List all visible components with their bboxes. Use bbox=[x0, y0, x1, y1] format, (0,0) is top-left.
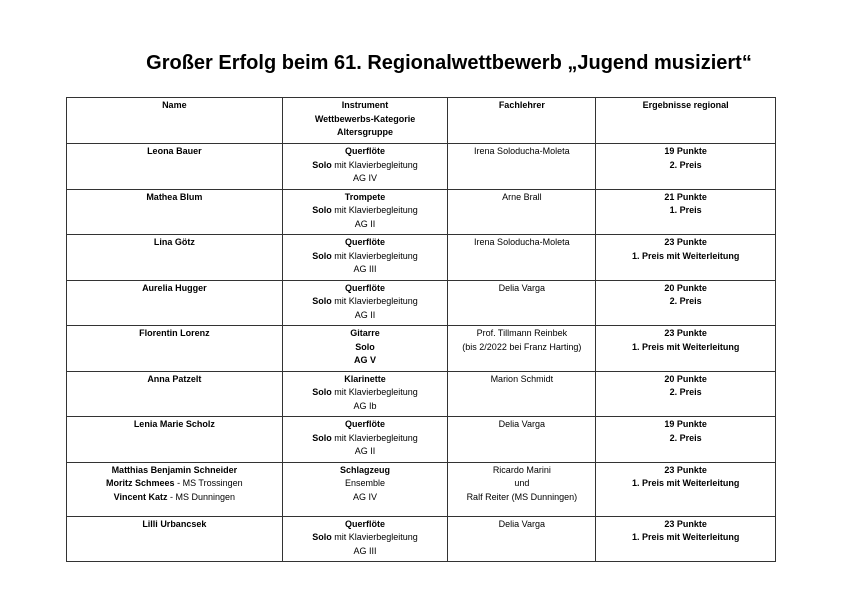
result-points: 20 Punkte bbox=[664, 282, 707, 293]
teacher-line: Irena Soloducha-Moleta bbox=[474, 237, 570, 247]
participant-cell bbox=[67, 144, 283, 190]
age-group: AG Ib bbox=[353, 400, 377, 411]
table-row bbox=[67, 417, 776, 463]
instrument-cell bbox=[282, 371, 448, 417]
header-instrument bbox=[282, 98, 448, 144]
age-group: AG III bbox=[353, 264, 377, 274]
result-points: 21 Punkte bbox=[664, 191, 707, 202]
teacher-cell bbox=[448, 144, 596, 190]
instrument-cell bbox=[282, 417, 448, 463]
age-group: AG IV bbox=[353, 491, 378, 502]
instrument-cell bbox=[282, 235, 448, 281]
teacher-cell bbox=[448, 462, 596, 516]
music-school-note: - MS Dunningen bbox=[167, 491, 236, 502]
participant-line bbox=[70, 145, 279, 159]
result-prize: 1. Preis mit Weiterleitung bbox=[631, 532, 740, 542]
header-teacher bbox=[448, 98, 596, 144]
result-prize: 1. Preis mit Weiterleitung bbox=[631, 341, 740, 352]
header-category-label: Wettbewerbs-Kategorie bbox=[314, 113, 416, 124]
table-header-row bbox=[67, 98, 776, 144]
teacher-line: Irena Soloducha-Moleta bbox=[474, 146, 570, 156]
result-points: 19 Punkte bbox=[664, 419, 707, 429]
participant-name: Mathea Blum bbox=[146, 191, 203, 202]
header-name bbox=[67, 98, 283, 144]
table-row bbox=[67, 462, 776, 516]
music-school-note: - MS Trossingen bbox=[174, 478, 243, 488]
table-row bbox=[67, 371, 776, 417]
participant-line bbox=[70, 491, 279, 505]
table-row bbox=[67, 516, 776, 562]
page-title: Großer Erfolg beim 61. Regionalwettbewerb „Jugend musiziert“ bbox=[146, 52, 752, 74]
competition-category bbox=[286, 432, 445, 446]
teacher-line: Ralf Reiter (MS Dunningen) bbox=[466, 491, 578, 502]
teacher-cell bbox=[448, 189, 596, 235]
category-detail: mit Klavierbegleitung bbox=[331, 250, 418, 261]
instrument-name: Klarinette bbox=[344, 373, 386, 384]
result-cell bbox=[596, 144, 776, 190]
teacher-line: Marion Schmidt bbox=[490, 373, 554, 384]
result-cell bbox=[596, 235, 776, 281]
header-age-group-label: Altersgruppe bbox=[337, 127, 394, 137]
category-detail: mit Klavierbegleitung bbox=[331, 159, 418, 170]
participant-line bbox=[70, 464, 279, 478]
age-group: AG III bbox=[353, 545, 377, 556]
participant-name: Lilli Urbancsek bbox=[142, 518, 207, 529]
instrument-cell bbox=[282, 280, 448, 326]
teacher-line: (bis 2/2022 bei Franz Harting) bbox=[462, 341, 582, 352]
category-detail: mit Klavierbegleitung bbox=[331, 205, 418, 215]
teacher-line: Delia Varga bbox=[498, 282, 546, 293]
age-group: AG II bbox=[354, 309, 376, 320]
participant-line bbox=[70, 236, 279, 250]
competition-category bbox=[286, 386, 445, 400]
header-name-label: Name bbox=[162, 100, 187, 110]
result-cell bbox=[596, 280, 776, 326]
participant-name: Lina Götz bbox=[153, 237, 195, 247]
participant-name: Leona Bauer bbox=[147, 146, 202, 156]
header-result-label: Ergebnisse regional bbox=[642, 100, 729, 110]
instrument-name: Querflöte bbox=[345, 518, 386, 529]
participant-name: Florentin Lorenz bbox=[139, 328, 210, 338]
result-points: 19 Punkte bbox=[664, 146, 707, 156]
teacher-line: Arne Brall bbox=[502, 191, 542, 202]
table-row bbox=[67, 189, 776, 235]
competition-category bbox=[286, 204, 445, 218]
result-cell bbox=[596, 462, 776, 516]
participant-cell bbox=[67, 235, 283, 281]
instrument-name: Gitarre bbox=[350, 328, 380, 338]
teacher-cell bbox=[448, 326, 596, 372]
participant-name: Lenia Marie Scholz bbox=[133, 419, 215, 429]
instrument-cell bbox=[282, 326, 448, 372]
result-prize: 2. Preis bbox=[669, 387, 702, 397]
participant-cell bbox=[67, 371, 283, 417]
category-detail: mit Klavierbegleitung bbox=[331, 296, 418, 306]
instrument-name: Trompete bbox=[344, 191, 386, 202]
category-detail: mit Klavierbegleitung bbox=[331, 432, 418, 443]
result-points: 23 Punkte bbox=[664, 518, 707, 529]
instrument-name: Querflöte bbox=[345, 146, 386, 156]
result-cell bbox=[596, 371, 776, 417]
result-prize: 1. Preis bbox=[669, 205, 702, 215]
teacher-cell bbox=[448, 417, 596, 463]
category-solo: Solo bbox=[355, 341, 375, 352]
age-group: AG IV bbox=[353, 173, 378, 183]
header-result bbox=[596, 98, 776, 144]
competition-category bbox=[286, 341, 445, 355]
participant-line bbox=[70, 418, 279, 432]
participant-line bbox=[70, 191, 279, 205]
category-solo: Solo bbox=[312, 432, 332, 443]
teacher-cell bbox=[448, 235, 596, 281]
age-group: AG II bbox=[354, 446, 376, 456]
result-prize: 2. Preis bbox=[669, 296, 702, 306]
instrument-name: Schlagzeug bbox=[340, 464, 391, 475]
table-row bbox=[67, 235, 776, 281]
result-cell bbox=[596, 516, 776, 562]
instrument-name: Querflöte bbox=[345, 282, 386, 293]
category-detail: mit Klavierbegleitung bbox=[331, 387, 418, 397]
instrument-cell bbox=[282, 462, 448, 516]
instrument-cell bbox=[282, 516, 448, 562]
result-points: 23 Punkte bbox=[664, 464, 707, 475]
teacher-line: Prof. Tillmann Reinbek bbox=[476, 328, 568, 338]
participant-line bbox=[70, 373, 279, 387]
teacher-cell bbox=[448, 371, 596, 417]
result-cell bbox=[596, 326, 776, 372]
teacher-cell bbox=[448, 516, 596, 562]
category-detail: mit Klavierbegleitung bbox=[331, 532, 418, 542]
competition-category bbox=[286, 295, 445, 309]
result-prize: 2. Preis bbox=[669, 432, 702, 443]
result-prize: 1. Preis mit Weiterleitung bbox=[631, 478, 740, 488]
table-row bbox=[67, 280, 776, 326]
result-points: 23 Punkte bbox=[664, 237, 707, 247]
competition-category bbox=[286, 159, 445, 173]
instrument-name: Querflöte bbox=[345, 419, 386, 429]
participant-line bbox=[70, 282, 279, 296]
instrument-cell bbox=[282, 189, 448, 235]
result-prize: 2. Preis bbox=[669, 159, 702, 170]
teacher-line: Delia Varga bbox=[498, 518, 546, 529]
participant-cell bbox=[67, 280, 283, 326]
participant-name: Matthias Benjamin Schneider bbox=[111, 464, 238, 475]
category-solo: Solo bbox=[312, 250, 332, 261]
participant-line bbox=[70, 327, 279, 341]
results-table bbox=[66, 97, 776, 562]
category-detail: Ensemble bbox=[345, 478, 386, 488]
participant-name: Moritz Schmees bbox=[106, 478, 175, 488]
competition-category bbox=[286, 477, 445, 491]
teacher-line: Delia Varga bbox=[498, 419, 546, 429]
category-solo: Solo bbox=[312, 387, 332, 397]
header-instrument-label: Instrument bbox=[341, 100, 389, 110]
category-solo: Solo bbox=[312, 296, 332, 306]
result-prize: 1. Preis mit Weiterleitung bbox=[631, 250, 740, 261]
result-cell bbox=[596, 189, 776, 235]
teacher-line: und bbox=[514, 478, 530, 488]
competition-category bbox=[286, 250, 445, 264]
participant-name: Anna Patzelt bbox=[147, 373, 202, 384]
result-points: 23 Punkte bbox=[664, 328, 707, 338]
category-solo: Solo bbox=[312, 159, 332, 170]
category-solo: Solo bbox=[312, 205, 332, 215]
participant-line bbox=[70, 477, 279, 491]
result-cell bbox=[596, 417, 776, 463]
participant-cell bbox=[67, 462, 283, 516]
participant-cell bbox=[67, 516, 283, 562]
participant-cell bbox=[67, 417, 283, 463]
teacher-cell bbox=[448, 280, 596, 326]
teacher-line: Ricardo Marini bbox=[492, 464, 551, 475]
instrument-name: Querflöte bbox=[345, 237, 386, 247]
competition-category bbox=[286, 531, 445, 545]
instrument-cell bbox=[282, 144, 448, 190]
header-teacher-label: Fachlehrer bbox=[498, 100, 545, 110]
age-group: AG II bbox=[354, 218, 376, 229]
participant-line bbox=[70, 518, 279, 532]
result-points: 20 Punkte bbox=[664, 373, 707, 384]
table-row bbox=[67, 144, 776, 190]
participant-cell bbox=[67, 189, 283, 235]
table-row bbox=[67, 326, 776, 372]
participant-name: Aurelia Hugger bbox=[142, 282, 207, 293]
age-group: AG V bbox=[354, 355, 377, 365]
category-solo: Solo bbox=[312, 532, 332, 542]
participant-name: Vincent Katz bbox=[113, 491, 168, 502]
participant-cell bbox=[67, 326, 283, 372]
